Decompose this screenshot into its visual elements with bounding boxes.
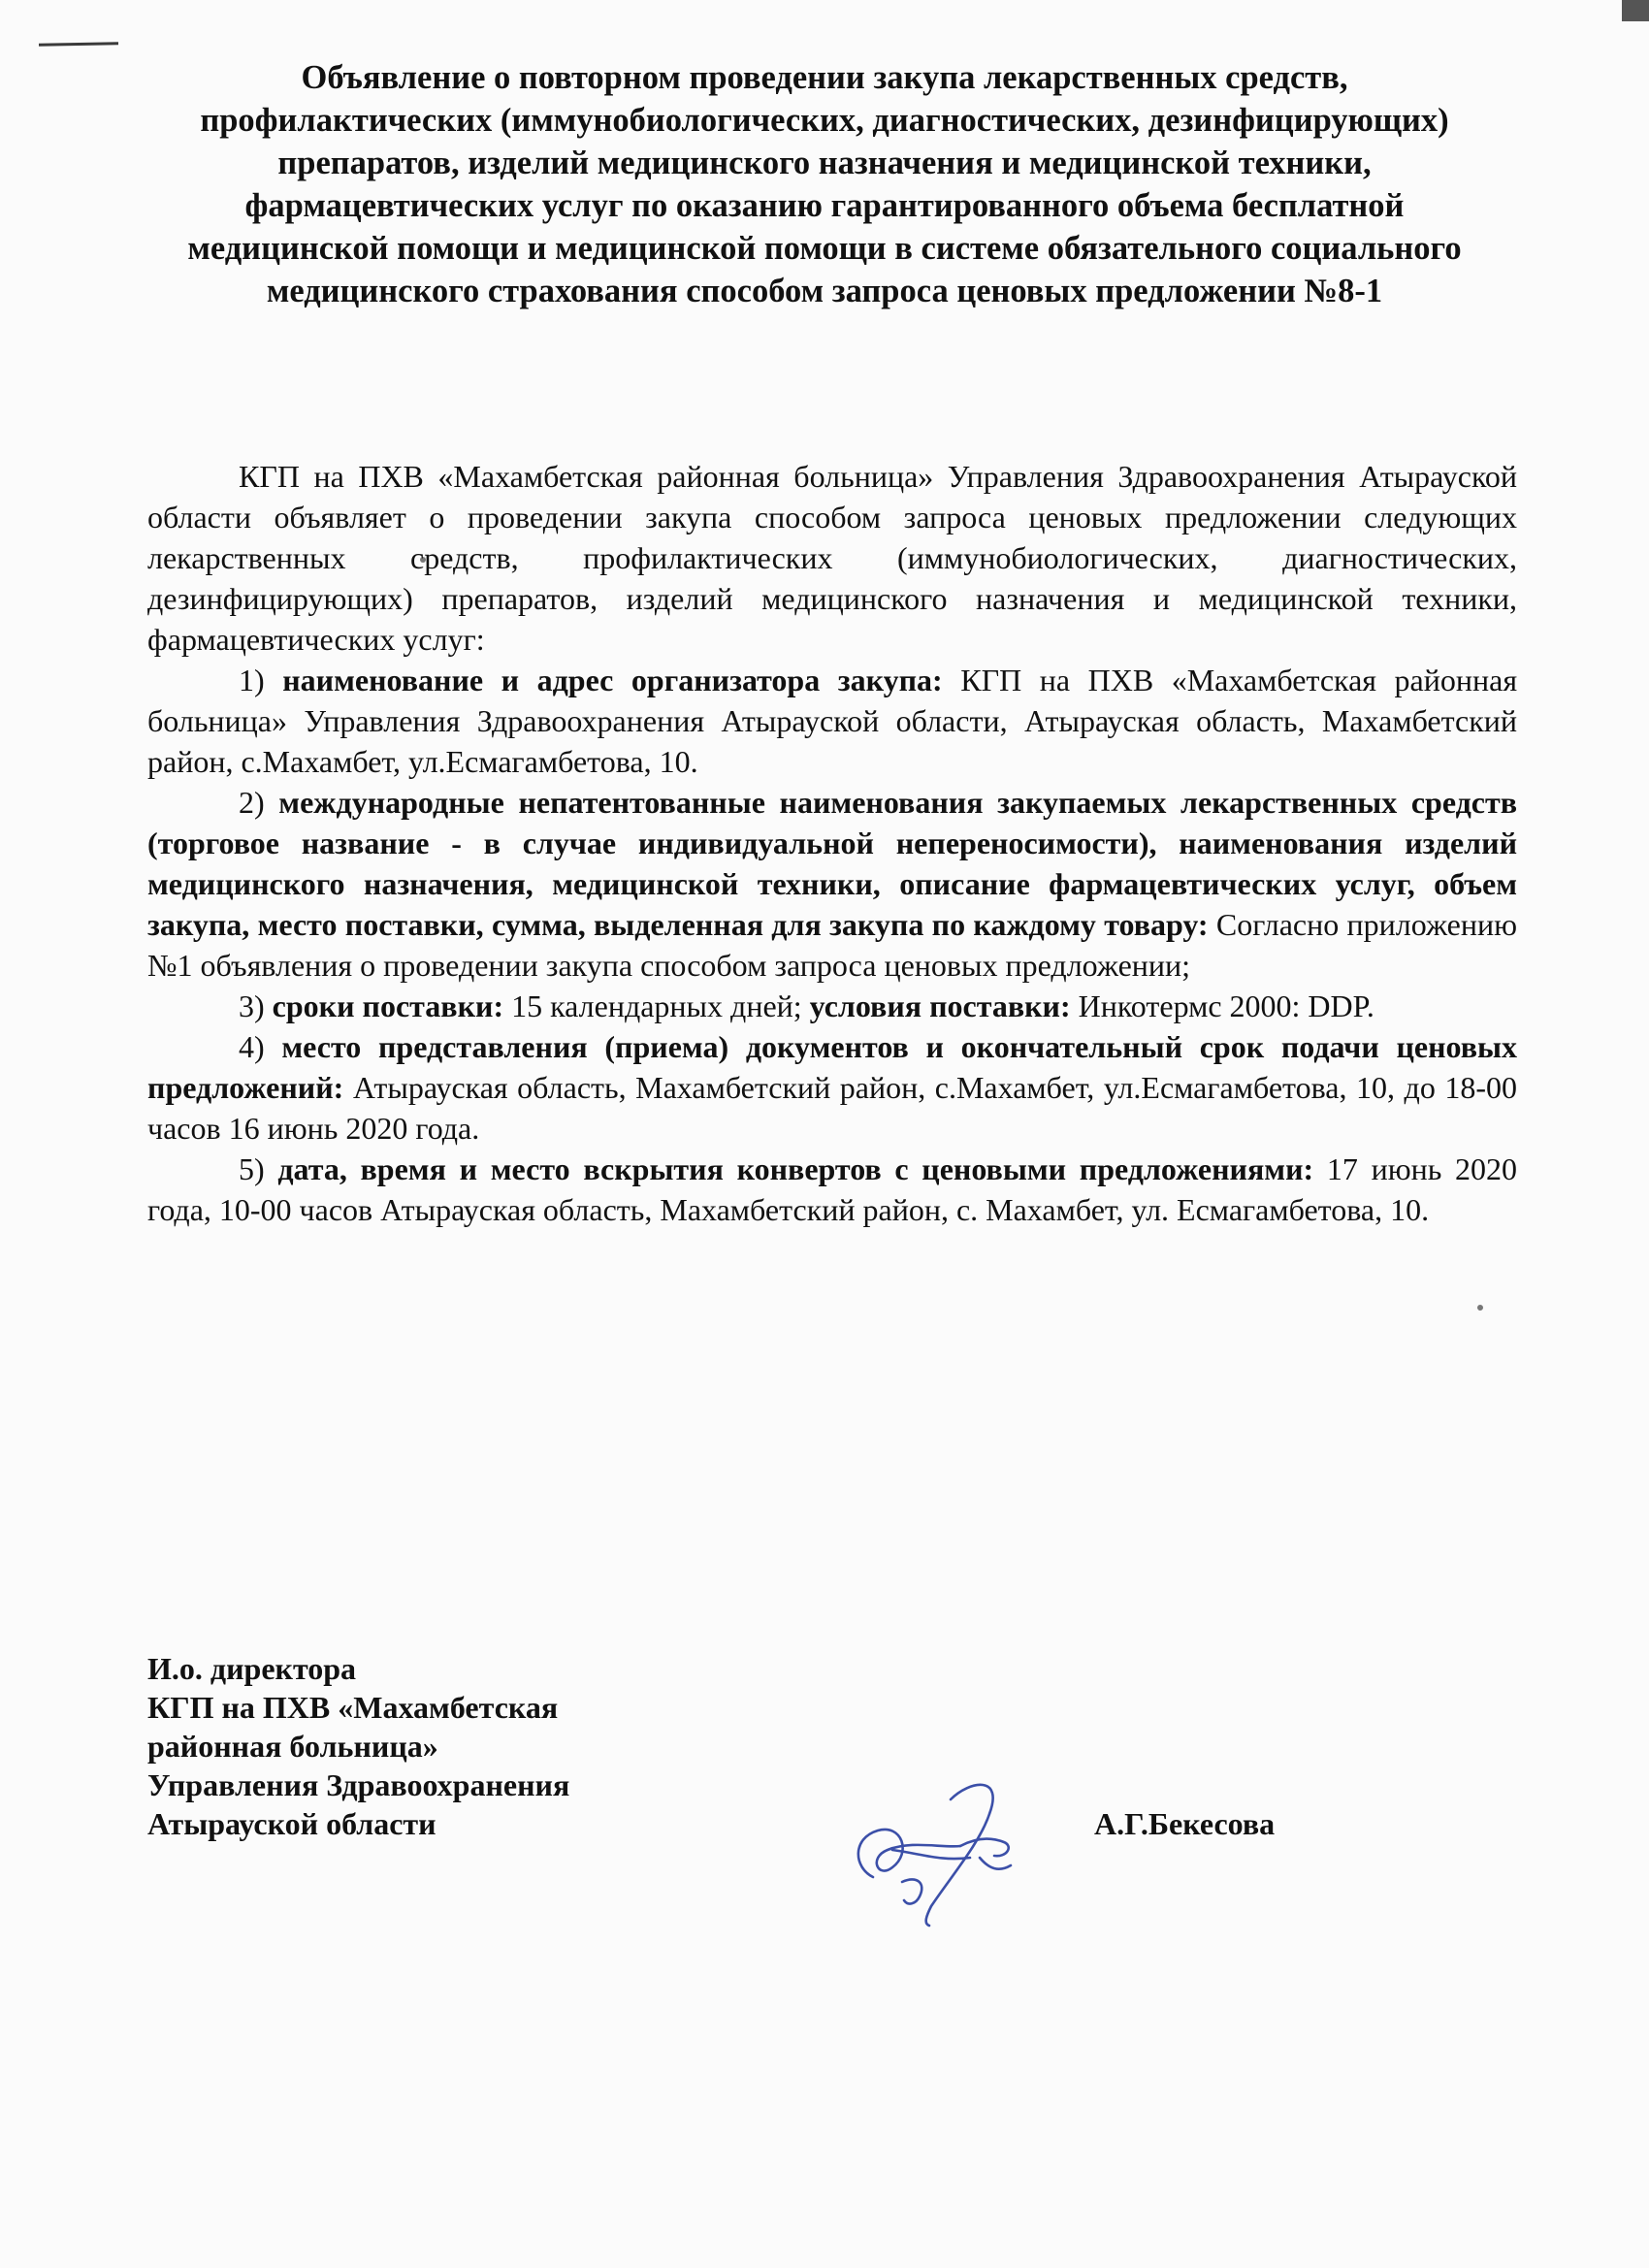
signatory-line: Атырауской области (147, 1806, 436, 1841)
signatory-line: Управления Здравоохранения (147, 1767, 570, 1802)
signatory-position (147, 1649, 569, 1843)
item-label: сроки поставки: (272, 988, 504, 1023)
item-4 (147, 1026, 1517, 1149)
item-1 (147, 660, 1517, 782)
item-number: 1) (239, 663, 265, 697)
item-3 (147, 986, 1517, 1026)
handwritten-signature (834, 1761, 1048, 1935)
item-text: Согласно приложению №1 объявления о проведении закупа способом запроса ценовых предложении; (147, 907, 1518, 983)
item-label: международные непатентованные наименования закупаемых лекарственных средств (торговое название - в случае индивидуальной непереносимости), наименования изделий медицинского назначения, медицинской техники, описание фармацевтических услуг, объем закупа, место поставки, сумма, выделенная для закупа по каждому товару: (147, 785, 1518, 942)
item-label: наименование и адрес организатора закупа: (282, 663, 943, 697)
scan-artifact-line (39, 42, 118, 46)
item-text-2: Инкотермс 2000: DDP. (1078, 988, 1374, 1023)
document-body (147, 456, 1517, 1230)
item-label: место представления (приема) документов и окончательный срок подачи ценовых предложений: (147, 1029, 1518, 1105)
item-text: КГП на ПХВ «Махамбетская районная больница» Управления Здравоохранения Атырауской области, Атырауская область, Махамбетский район, с.Махамбет, ул.Есмагамбетова, 10. (147, 663, 1518, 779)
signer-name: А.Г.Бекесова (1094, 1806, 1276, 1841)
item-5 (147, 1149, 1517, 1230)
scan-artifact-corner (1622, 0, 1649, 21)
signatory-line: И.о. директора (147, 1651, 357, 1686)
document-title: Объявление о повторном проведении закупа лекарственных средств, профилактических (иммунобиологических, диагностических, дезинфицирующих) препаратов, изделий медицинского назначения и медицинской техники, фармацевтических услуг по оказанию гарантированного объема бесплатной медицинской помощи и медицинской помощи в системе обязательного социального медицинского страхования способом запроса ценовых предложении №8-1 (187, 59, 1462, 309)
item-text: 15 календарных дней; (511, 988, 802, 1023)
signatory-line: районная больница» (147, 1729, 438, 1764)
scan-artifact-dot (1477, 1305, 1483, 1311)
item-label-2: условия поставки: (809, 988, 1071, 1023)
signatory-line: КГП на ПХВ «Махамбетская (147, 1690, 559, 1725)
item-2 (147, 782, 1517, 986)
item-number: 4) (239, 1029, 265, 1064)
item-number: 2) (239, 785, 265, 820)
item-text: Атырауская область, Махамбетский район, с.Махамбет, ул.Есмагамбетова, 10, до 18-00 часов 16 июнь 2020 года. (147, 1070, 1518, 1146)
intro-paragraph: КГП на ПХВ «Махамбетская районная больница» Управления Здравоохранения Атырауской области объявляет о проведении закупа способом запроса ценовых предложении следующих лекарственных средств, профилактических (иммунобиологических, диагностических, дезинфицирующих) препаратов, изделий медицинского назначения и медицинской техники, фармацевтических услуг: (147, 459, 1517, 657)
item-text: 17 июнь 2020 года, 10-00 часов Атырауская область, Махамбетский район, с. Махамбет, ул. Есмагамбетова, 10. (147, 1151, 1518, 1227)
item-number: 5) (239, 1151, 265, 1186)
item-number: 3) (239, 988, 265, 1023)
item-label: дата, время и место вскрытия конвертов с ценовыми предложениями: (277, 1151, 1314, 1186)
